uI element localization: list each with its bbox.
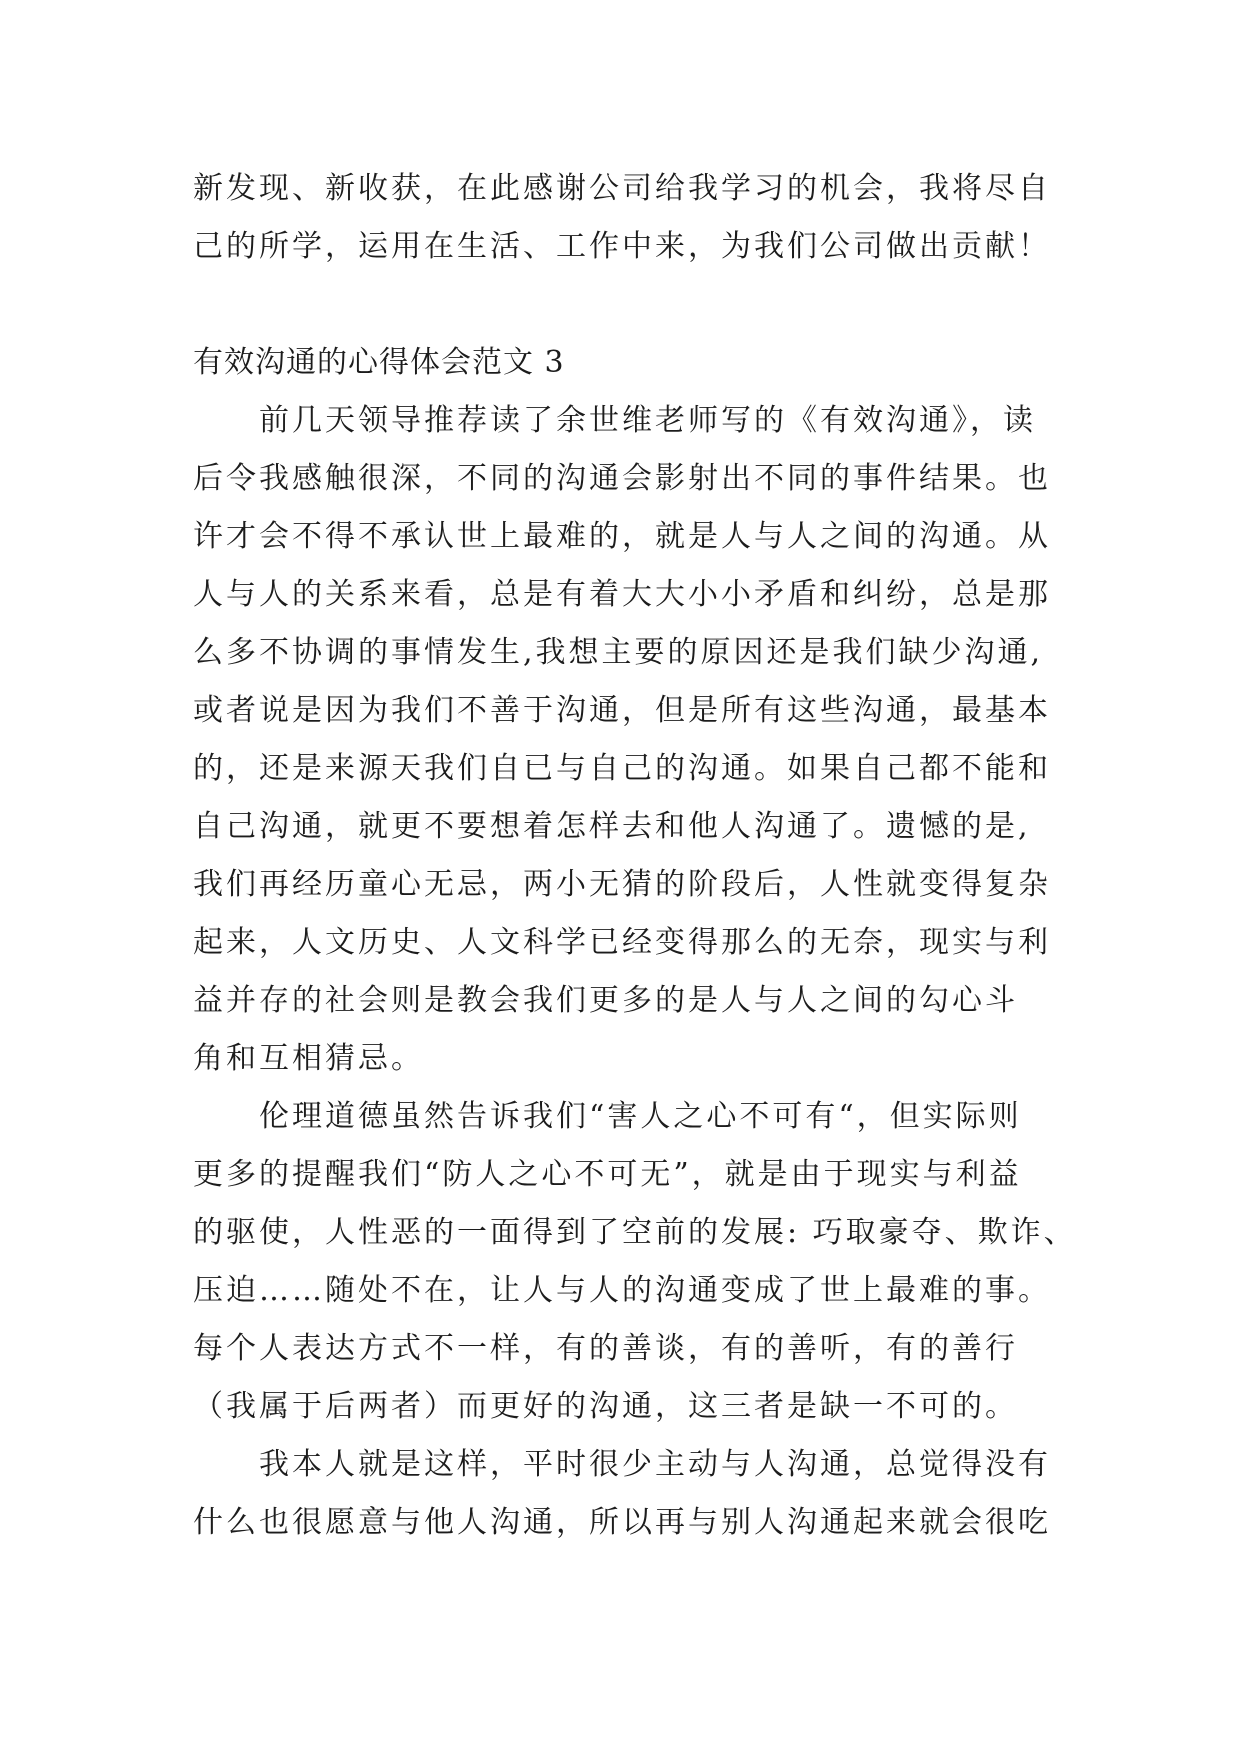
paragraph-line: 我本人就是这样，平时很少主动与人沟通，总觉得没有 bbox=[259, 1447, 1051, 1482]
paragraph-line: 或者说是因为我们不善于沟通，但是所有这些沟通，最基本 bbox=[193, 693, 1051, 728]
paragraph-line: 前几天领导推荐读了余世维老师写的《有效沟通》，读 bbox=[259, 403, 1036, 438]
paragraph-line: 更多的提醒我们“防人之心不可无”，就是由于现实与利益 bbox=[193, 1157, 1022, 1192]
paragraph-line: 人与人的关系来看，总是有着大大小小矛盾和纠纷，总是那 bbox=[193, 577, 1051, 612]
paragraph-line: 起来，人文历史、人文科学已经变得那么的无奈，现实与利 bbox=[193, 925, 1051, 960]
document-body bbox=[193, 160, 1077, 1552]
paragraph-1 bbox=[193, 392, 1053, 1088]
paragraph-gap bbox=[193, 276, 1053, 334]
paragraph-line: 自己沟通，就更不要想着怎样去和他人沟通了。遗憾的是, bbox=[193, 809, 1031, 844]
paragraph-line: 什么也很愿意与他人沟通，所以再与别人沟通起来就会很吃 bbox=[193, 1505, 1051, 1540]
paragraph-line: 伦理道德虽然告诉我们“害人之心不可有“，但实际则 bbox=[259, 1099, 1022, 1134]
paragraph-line: 益并存的社会则是教会我们更多的是人与人之间的勾心斗 bbox=[193, 983, 1018, 1018]
paragraph-line: （我属于后两者）而更好的沟通，这三者是缺一不可的。 bbox=[193, 1389, 1018, 1424]
paragraph-line: 每个人表达方式不一样，有的善谈，有的善听，有的善行 bbox=[193, 1331, 1018, 1366]
paragraph-line: 角和互相猜忌。 bbox=[193, 1041, 424, 1076]
intro-line: 己的所学，运用在生活、工作中来，为我们公司做出贡献！ bbox=[193, 229, 1051, 264]
intro-line: 新发现、新收获，在此感谢公司给我学习的机会，我将尽自 bbox=[193, 171, 1051, 206]
paragraph-line: 的驱使，人性恶的一面得到了空前的发展: 巧取豪夺、欺诈、 bbox=[193, 1215, 1077, 1250]
paragraph-line: 么多不协调的事情发生,我想主要的原因还是我们缺少沟通, bbox=[193, 635, 1044, 670]
section-title: 有效沟通的心得体会范文 3 bbox=[193, 345, 565, 380]
paragraph-line: 后令我感触很深，不同的沟通会影射出不同的事件结果。也 bbox=[193, 461, 1051, 496]
paragraph-line: 的，还是来源天我们自已与自己的沟通。如果自己都不能和 bbox=[193, 751, 1051, 786]
paragraph-2 bbox=[193, 1088, 1077, 1436]
paragraph-3 bbox=[193, 1436, 1053, 1552]
paragraph-line: 压迫……随处不在，让人与人的沟通变成了世上最难的事。 bbox=[193, 1273, 1051, 1308]
paragraph-line: 我们再经历童心无忌，两小无猜的阶段后，人性就变得复杂 bbox=[193, 867, 1051, 902]
paragraph-line: 许才会不得不承认世上最难的，就是人与人之间的沟通。从 bbox=[193, 519, 1051, 554]
